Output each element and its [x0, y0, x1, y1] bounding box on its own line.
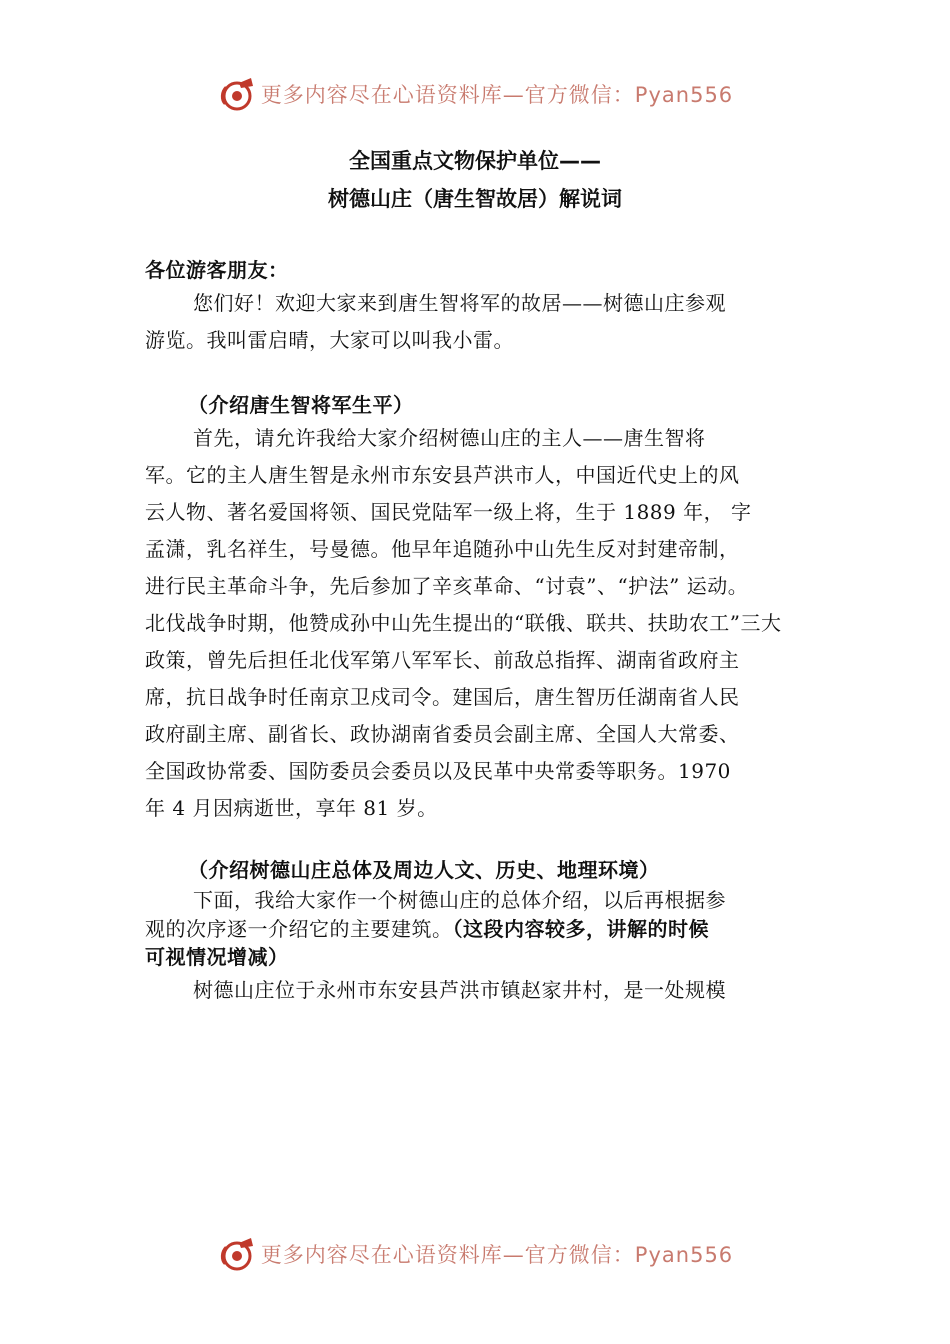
- section1-line-5: 进行民主革命斗争，先后参加了辛亥革命、“讨袁”、“护法” 运动。: [145, 574, 749, 598]
- watermark-text: 更多内容尽在心语资料库—官方微信：Pyan556: [260, 83, 734, 107]
- section1-line-10: 全国政协常委、国防委员会委员以及民革中央常委等职务。1970: [145, 759, 731, 783]
- section1-line-7: 政策，曾先后担任北伐军第八军军长、前敌总指挥、湖南省政府主: [145, 648, 740, 672]
- watermark-text: 更多内容尽在心语资料库—官方微信：Pyan556: [260, 1243, 734, 1267]
- section1-line-8: 席，抗日战争时任南京卫戍司令。建国后，唐生智历任湖南省人民: [145, 685, 740, 709]
- section1-line-2: 军。它的主人唐生智是永州市东安县芦洪市人，中国近代史上的风: [145, 463, 740, 487]
- document-title-line-1: 全国重点文物保护单位——: [349, 149, 601, 173]
- section2-line-1: 下面，我给大家作一个树德山庄的总体介绍，以后再根据参: [193, 888, 726, 912]
- intro-line-2: 游览。我叫雷启晴，大家可以叫我小雷。: [145, 328, 514, 352]
- section1-line-3: 云人物、著名爱国将领、国民党陆军一级上将，生于 1889 年， 字: [145, 500, 752, 524]
- section2-heading: （介绍树德山庄总体及周边人文、历史、地理环境）: [188, 858, 660, 882]
- gramophone-logo-icon: [217, 74, 257, 114]
- section2-line-2-bold: （这段内容较多，讲解的时候: [452, 917, 709, 941]
- section2-line-2: [145, 914, 709, 944]
- section2-line-3: 可视情况增减）: [145, 945, 289, 969]
- section1-line-9: 政府副主席、副省长、政协湖南省委员会副主席、全国人大常委、: [145, 722, 740, 746]
- footer-watermark: [0, 1232, 950, 1276]
- section1-line-6: 北伐战争时期，他赞成孙中山先生提出的“联俄、联共、扶助农工”三大: [145, 611, 782, 635]
- section1-line-1: 首先，请允许我给大家介绍树德山庄的主人——唐生智将: [193, 426, 706, 450]
- intro-line-1: 您们好！欢迎大家来到唐生智将军的故居——树德山庄参观: [193, 291, 726, 315]
- section2-line-2-plain: 观的次序逐一介绍它的主要建筑。: [145, 917, 453, 941]
- section1-line-11: 年 4 月因病逝世，享年 81 岁。: [145, 796, 438, 820]
- greeting: 各位游客朋友：: [145, 258, 289, 282]
- section1-heading: （介绍唐生智将军生平）: [188, 393, 414, 417]
- header-watermark: [0, 72, 950, 116]
- section1-line-4: 孟潇，乳名祥生，号曼德。他早年追随孙中山先生反对封建帝制，: [145, 537, 740, 561]
- document-title-line-2: 树德山庄（唐生智故居）解说词: [328, 187, 622, 211]
- section2-line-4: 树德山庄位于永州市东安县芦洪市镇赵家井村，是一处规模: [193, 978, 726, 1002]
- gramophone-logo-icon: [217, 1234, 257, 1274]
